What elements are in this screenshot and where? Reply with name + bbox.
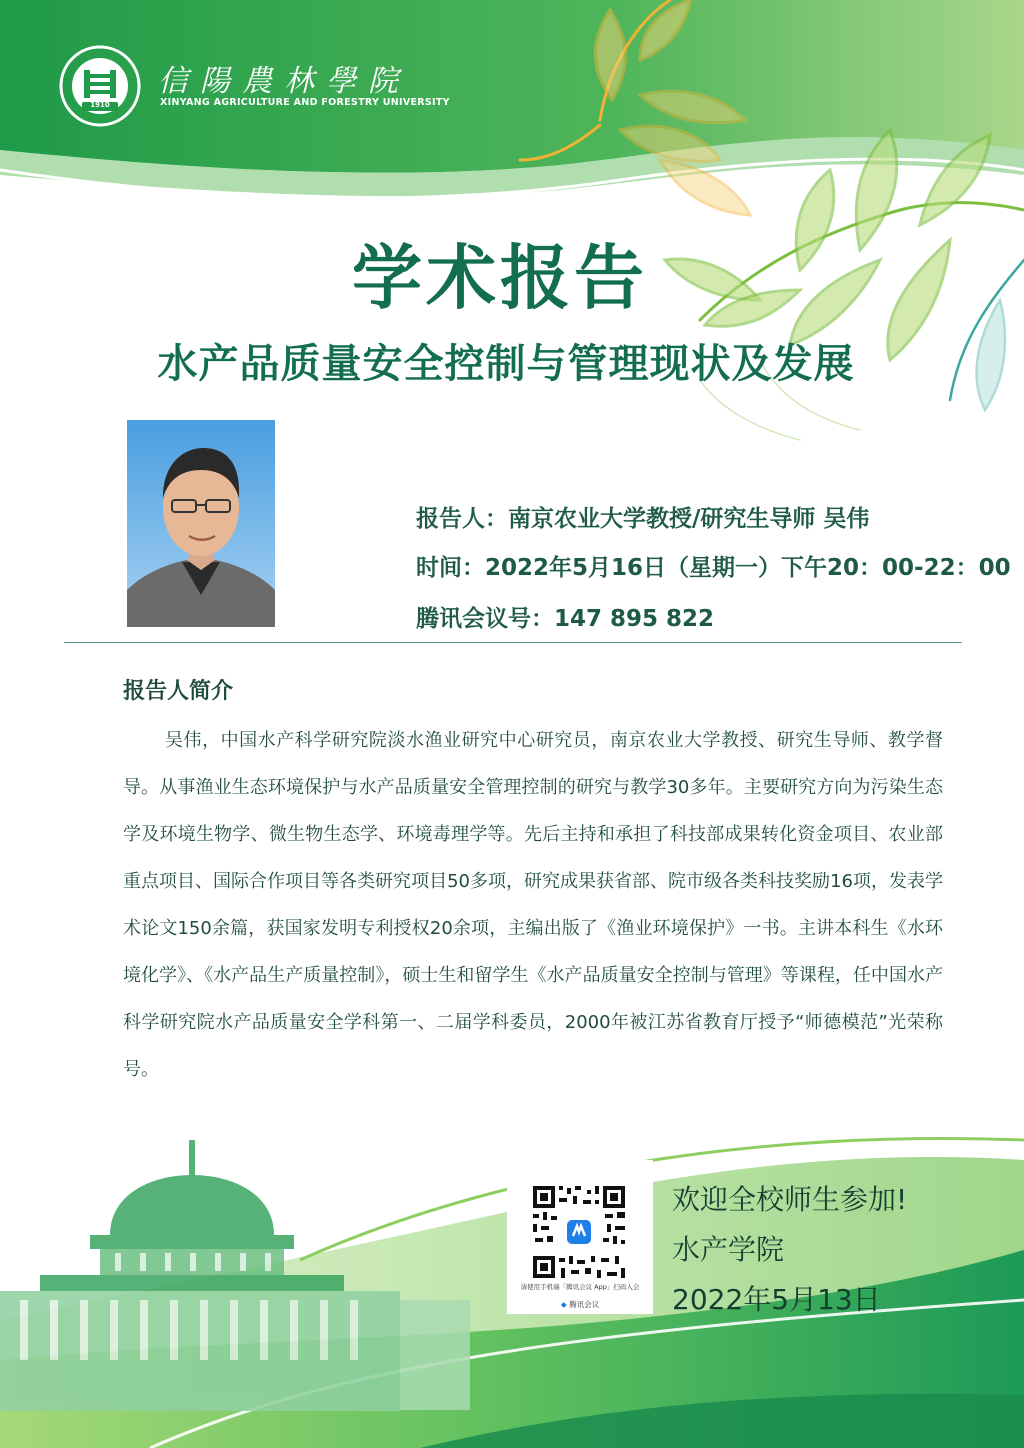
poster-title: 学术报告 (352, 237, 648, 319)
welcome-text: 欢迎全校师生参加! (672, 1183, 908, 1216)
bio-heading: 报告人简介 (123, 679, 234, 704)
speaker-line: 报告人：南京农业大学教授/研究生导师 吴伟 (416, 506, 870, 532)
qr-brand: ◆ 腾讯会议 (560, 1300, 600, 1309)
university-name-en: XINYANG AGRICULTURE AND FORESTRY UNIVERSITY (160, 97, 450, 108)
university-name-cn: 信陽農林學院 (158, 64, 410, 99)
talk-title: 水产品质量安全控制与管理现状及发展 (157, 341, 855, 387)
time-line: 时间：2022年5月16日（星期一）下午20：00-22：00 (416, 555, 1011, 581)
issue-date: 2022年5月13日 (672, 1283, 881, 1316)
qr-caption: 请使用手机端「腾讯会议 App」扫码入会 (520, 1283, 640, 1291)
organizer: 水产学院 (672, 1233, 785, 1266)
bio-text: 吴伟，中国水产科学研究院淡水渔业研究中心研究员，南京农业大学教授、研究生导师、教学督导。从事渔业生态环境保护与水产品质量安全管理控制的研究与教学30多年。主要研究方向为污染生态学及环境生物学、微生物生态学、环境毒理学等。先后主持和承担了科技部成果转化资金项目、农业部重点项目、国际合作项目等各类研究项目50多项，研究成果获省部、院市级各类科技奖励16项，发表学术论文150余篇，获国家发明专利授权20余项，主编出版了《渔业环境保护》一书。主讲本科生《水环境化学》、《水产品生产质量控制》，硕士生和留学生《水产品质量安全控制与管理》等课程，任中国水产科学研究院水产品质量安全学科第一、二届学科委员，2000年被江苏省教育厅授予“师德模范”光荣称号。 (123, 730, 943, 1080)
speaker-photo (127, 420, 275, 627)
divider (64, 642, 962, 643)
logo-year: 1910 (90, 101, 110, 109)
tencent-meeting-icon: ◆ (560, 1300, 567, 1309)
meeting-id-line: 腾讯会议号：147 895 822 (416, 606, 715, 632)
